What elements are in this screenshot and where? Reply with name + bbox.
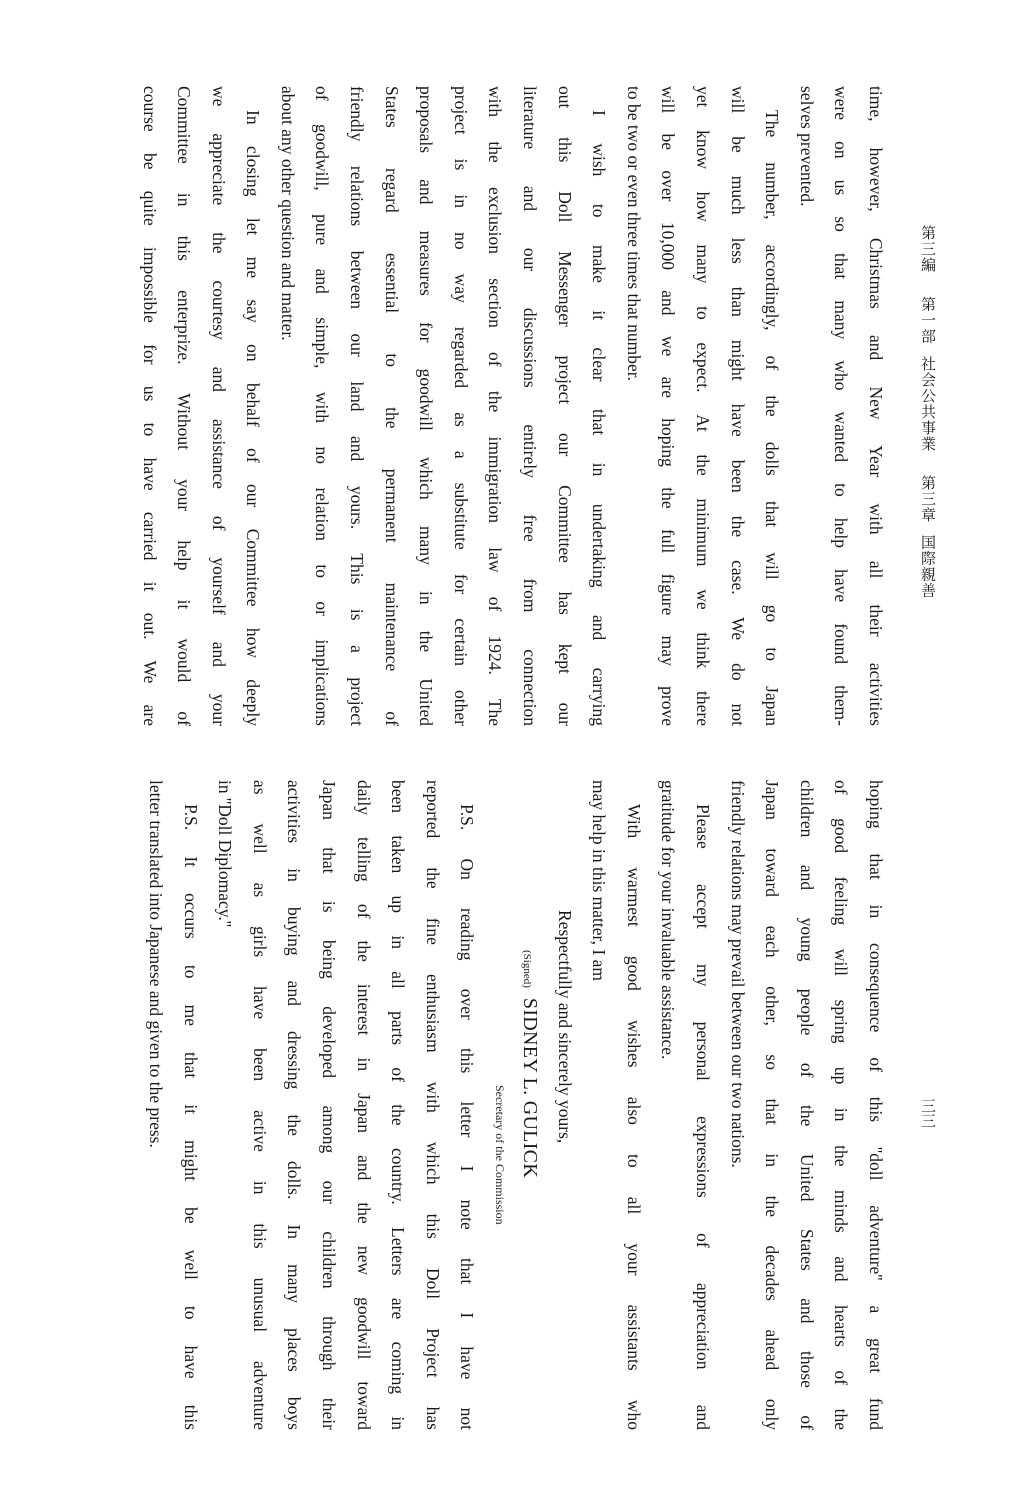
signer-name: SIDNEY L. GULICK [519,997,542,1179]
running-header [905,225,939,665]
text-line: course be quite impossible for us to have carried it out. We are [139,86,160,726]
text-line: Please accept my personal expressions of appreciation and [693,804,714,1430]
text-line: of good feeling will spring up in the minds and hearts of the [831,780,852,1430]
text-line: Japan toward each other, so that in the decades ahead only [762,780,783,1430]
text-line: friendly relations may prevail between our two nations. [727,780,748,1168]
signature-line [512,780,547,1430]
text-line: reported the fine enthusiasm with which this Doll Project has [422,780,443,1430]
text-line: friendly relations between our land and yours. This is a project [347,86,368,726]
text-line: The number, accordingly, of the dolls that will go to Japan [762,110,783,726]
text-line: were on us so that many who wanted to help have found them- [831,86,852,726]
text-line: yet know how many to expect. At the minimum we think there [693,86,714,726]
text-line: daily telling of the interest in Japan and the new goodwill toward [353,780,374,1430]
text-line: children and young people of the United States and those of [796,780,817,1430]
text-line: may help in this matter, I am [589,780,610,981]
text-line: activities in buying and dressing the dolls. In many places boys [284,780,305,1430]
text-line: proposals and measures for goodwill which many in the United [416,86,437,726]
header-subject: 社会公共事業 [919,355,937,452]
letter-body-upper [73,86,893,726]
text-line: With warmest good wishes also to all your assistants who [623,804,644,1430]
letter-closing-paragraphs [582,780,893,1430]
text-line: gratitude for your invaluable assistance. [658,780,679,1060]
text-line: about any other question and matter. [277,86,298,341]
text-line: to be two or even three times that number. [623,86,644,381]
text-line: hoping that in consequence of this ''doll adventure'' a great fund [866,780,886,1430]
text-line: letter translated into Japanese and given to the press. [146,780,167,1148]
header-chapter-title: 国際親善 [919,534,937,599]
header-chapter: 第三章 [919,474,937,523]
header-section: 第一部 [919,296,937,345]
text-line: in ''Doll Diplomacy.'' [215,780,236,928]
header-part: 第三編 [919,225,937,273]
text-line: P.S. On reading over this letter I note that I have not [457,804,478,1430]
text-line: will be over 10,000 and we are hoping the full figure may prove [658,86,679,726]
signer-title: Secretary of the Commission [493,1085,508,1225]
text-line: will be much less than might have been the case. We do not [727,86,748,726]
text-line: time, however, Christmas and New Year with all their activities [866,86,886,726]
text-line: of goodwill, pure and simple, with no relation to or implications [312,86,333,726]
postscript [139,780,485,1430]
text-line: selves prevented. [796,86,817,207]
text-line: In closing let me say on behalf of our Committee how deeply [243,110,264,726]
text-line: as well as girls have been active in this unusual adventure [249,780,270,1430]
text-line: P.S. It occurs to me that it might be well to have this [180,804,201,1430]
text-line: been taken up in all parts of the country. Letters are coming in [388,780,409,1430]
text-line: Japan that is being developed among our children through their [319,780,340,1430]
text-line: with the exclusion section of the immigration law of 1924. The [485,86,506,726]
text-line: we appreciate the courtesy and assistance of yourself and your [208,86,229,726]
text-line: States regard essential to the permanent maintenance of [381,86,402,726]
text-line: project is in no way regarded as a substitute for certain other [450,86,471,726]
letter-body-lower [73,780,893,1430]
page-number: 三三 [919,1098,937,1128]
closing-salutation: Respectfully and sincerely yours, [554,910,575,1144]
text-line: Committee in this enterprize. Without your help it would of [174,86,195,726]
text-line: I wish to make it clear that in undertaking and carrying [589,110,610,726]
signed-tag: (Signed) [521,950,534,988]
text-line: literature and our discussions entirely free from connection [520,86,541,726]
text-line: out this Doll Messenger project our Committee has kept our [554,86,575,726]
